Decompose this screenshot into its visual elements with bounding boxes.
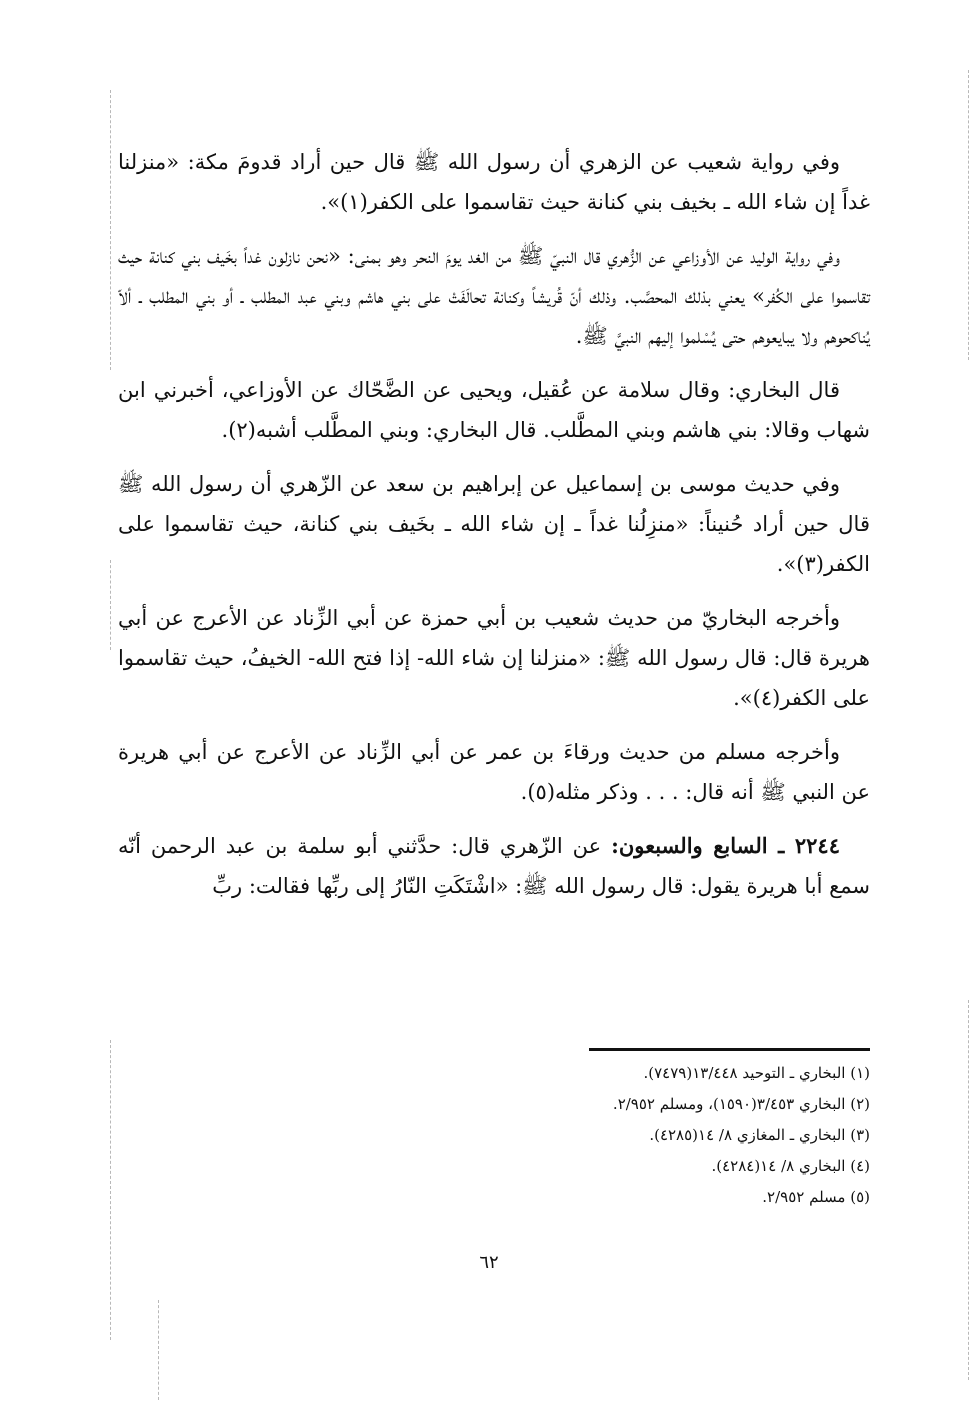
- left-margin-mark: [110, 1040, 111, 1340]
- left-margin-mark: [158, 1300, 159, 1400]
- footnote: (٥) مسلم ٢/٩٥٢.: [762, 1188, 870, 1206]
- footnote: (٤) البخاري ٨/ ١٤(٤٢٨٤).: [711, 1157, 870, 1175]
- left-margin-mark: [110, 560, 111, 650]
- paragraph: قال البخاري: وقال سلامة عن عُقيل، ويحيى عن الضَّحّاك عن الأوزاعي، أخبرني ابن شهاب وقالا: بني هاشم وبني المطَّلب. قال البخاري: وبني المطَّلب أشبه(٢).: [118, 378, 870, 442]
- left-margin-mark: [110, 90, 111, 370]
- footnote-separator: [589, 1048, 870, 1051]
- paragraph: وفي رواية الوليد عن الأوزاعي عن الزُّهري قال النبيّ ﷺ من الغد يومَ النحر وهو بمنى: «نحن نازلون غداً بخَيف بني كنانة حيث تقاسموا على الكُفر» يعني بذلك المحصَّب. وذلك أنّ قُريشاً وكنانة تحالَفَتْ على بني هاشم وبني عبد المطلب ـ أو بني المطلب ـ ألاّ يُناكحوهم ولا يبايعوهم حتى يُسْلموا إليهم النبيَّ ﷺ.: [118, 244, 870, 348]
- right-margin-mark: [968, 1000, 969, 1380]
- hadith-entry-text: عن الزّهري قال: حدَّثني أبو سلمة بن عبد الرحمن أنّه سمع أبا هريرة يقول: قال رسول الله ﷺ: «اشْتَكَتِ النّارُ إلى ربِّها فقالت: ربِّ: [118, 834, 870, 898]
- main-text: [118, 142, 870, 920]
- footnotes: [560, 1058, 870, 1213]
- paragraph: وفي حديث موسى بن إسماعيل عن إبراهيم بن سعد عن الزّهري أن رسول الله ﷺ قال حين أراد حُنيناً: «منزِلُنا غداً ـ إن شاء الله ـ بخَيف بني كنانة، حيث تقاسموا على الكفر(٣)».: [118, 472, 870, 576]
- hadith-entry: [118, 826, 870, 906]
- paragraph: وفي رواية شعيب عن الزهري أن رسول الله ﷺ قال حين أراد قدومَ مكة: «منزلنا غداً إن شاء الله ـ بخيف بني كنانة حيث تقاسموا على الكفر(١)».: [118, 150, 870, 214]
- footnote: (١) البخاري ـ التوحيد ١٣/٤٤٨(٧٤٧٩).: [643, 1064, 870, 1082]
- paragraph: وأخرجه مسلم من حديث ورقاءَ بن عمر عن أبي الزِّناد عن الأعرج عن أبي هريرة عن النبي ﷺ أنه قال: . . . وذكر مثله(٥).: [118, 740, 870, 804]
- page-number: ٦٢: [479, 1252, 499, 1273]
- hadith-number-heading: ٢٢٤٤ ـ السابع والسبعون:: [611, 833, 840, 858]
- paragraph: وأخرجه البخاريّ من حديث شعيب بن أبي حمزة عن أبي الزِّناد عن الأعرج عن أبي هريرة قال: قال رسول الله ﷺ: «منزلنا إن شاء الله- إذا فتح الله- الخيفُ، حيث تقاسموا على الكفر(٤)».: [118, 606, 870, 710]
- footnote: (٢) البخاري ٣/٤٥٣(١٥٩٠)، ومسلم ٢/٩٥٢.: [612, 1095, 870, 1113]
- right-margin-mark: [968, 70, 969, 360]
- footnote: (٣) البخاري ـ المغازي ٨/ ١٤(٤٢٨٥).: [649, 1126, 870, 1144]
